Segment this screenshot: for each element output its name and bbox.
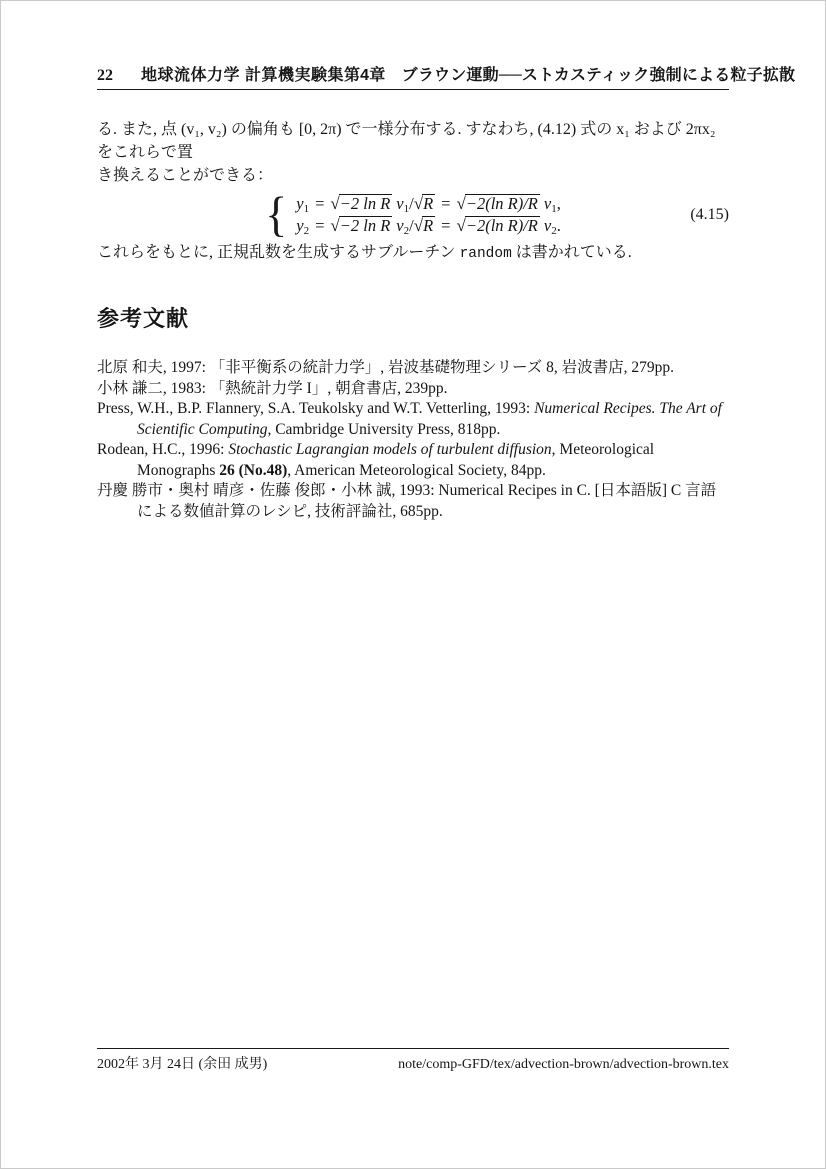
body-line: る. また, 点 (v₁, v₂) の偏角も [0, 2π) で一様分布する. すなわち, (4.12) 式の x₁ および 2πx₂ をこれらで置	[97, 121, 716, 161]
radical-icon: √	[413, 194, 424, 213]
subroutine-name: random	[459, 246, 512, 262]
sqrt-term: √−2(ln R)/R	[456, 216, 538, 235]
content-column	[97, 0, 796, 522]
references-heading: 参考文献	[97, 306, 190, 331]
equation-group	[265, 187, 561, 242]
reference-list	[97, 358, 729, 522]
running-header	[97, 62, 796, 85]
reference-item: 丹慶 勝市・奥村 晴彦・佐藤 俊郎・小林 誠, 1993: Numerical Recipes in C. [日本語版] C 言語による数値計算のレシピ, 技術評論社, 685pp.	[97, 482, 717, 520]
equation-line-1: $y_1 = √-2$ ln R $v_1/√R = √-2(\ln$ R)/R $v_1$,	[296, 194, 561, 215]
series-title: 地球流体力学 計算機実験集	[141, 67, 344, 84]
sqrt-term: √−2 ln R	[330, 194, 391, 213]
reference-item: 小林 謙二, 1983: 「熱統計力学 I」, 朝倉書店, 239pp.	[97, 379, 448, 397]
sqrt-term: √R	[413, 216, 434, 235]
sqrt-term: √R	[413, 194, 434, 213]
footer-rule	[97, 1048, 729, 1049]
body-line: き換えることができる：	[97, 167, 274, 184]
chapter-title: 第4章 ブラウン運動──ストカスティック強制による粒子拡散	[343, 67, 796, 84]
footer-source-path: note/comp-GFD/tex/advection-brown/advection-brown.tex	[398, 1057, 729, 1072]
radical-icon: √	[456, 216, 466, 235]
reference-item: 北原 和夫, 1997: 「非平衡系の統計力学」, 岩波基礎物理シリーズ 8, 岩波書店, 279pp.	[97, 359, 675, 376]
footer-row	[97, 1053, 729, 1073]
reference-item: Press, W.H., B.P. Flannery, S.A. Teukolsky and W.T. Vetterling, 1993: Numerical Recipes. The Art of Scientific Computing, Cambridge University Press, 818pp.	[97, 400, 722, 438]
body-paragraph	[97, 118, 729, 187]
radical-icon: √	[456, 194, 466, 213]
equation-line-2: $y_2 = √-2$ ln R $v_2/√R = √-2(\ln$ R)/R $v_2$.	[296, 216, 561, 237]
radical-icon: √	[330, 216, 340, 235]
footer-date: 2002年 3月 24日 (余田 成男)	[97, 1057, 268, 1072]
header-rule	[97, 89, 729, 90]
radical-icon: √	[413, 216, 424, 235]
radical-icon: √	[330, 194, 340, 213]
equation-number: (4.15)	[690, 206, 729, 223]
page-footer	[97, 1048, 729, 1073]
reference-item: Rodean, H.C., 1996: Stochastic Lagrangian models of turbulent diffusion, Meteorological Monographs 26 (No.48), American Meteorological Society, 84pp.	[97, 441, 655, 479]
page-number: 22	[97, 67, 113, 84]
body-paragraph-after-equation: これらをもとに, 正規乱数を生成するサブルーチン random は書かれている.	[97, 244, 632, 262]
sqrt-term: √−2(ln R)/R	[456, 194, 538, 213]
equation-lines	[296, 194, 561, 236]
equation-415	[97, 187, 729, 242]
left-brace: {	[265, 187, 288, 242]
sqrt-term: √−2 ln R	[330, 216, 391, 235]
